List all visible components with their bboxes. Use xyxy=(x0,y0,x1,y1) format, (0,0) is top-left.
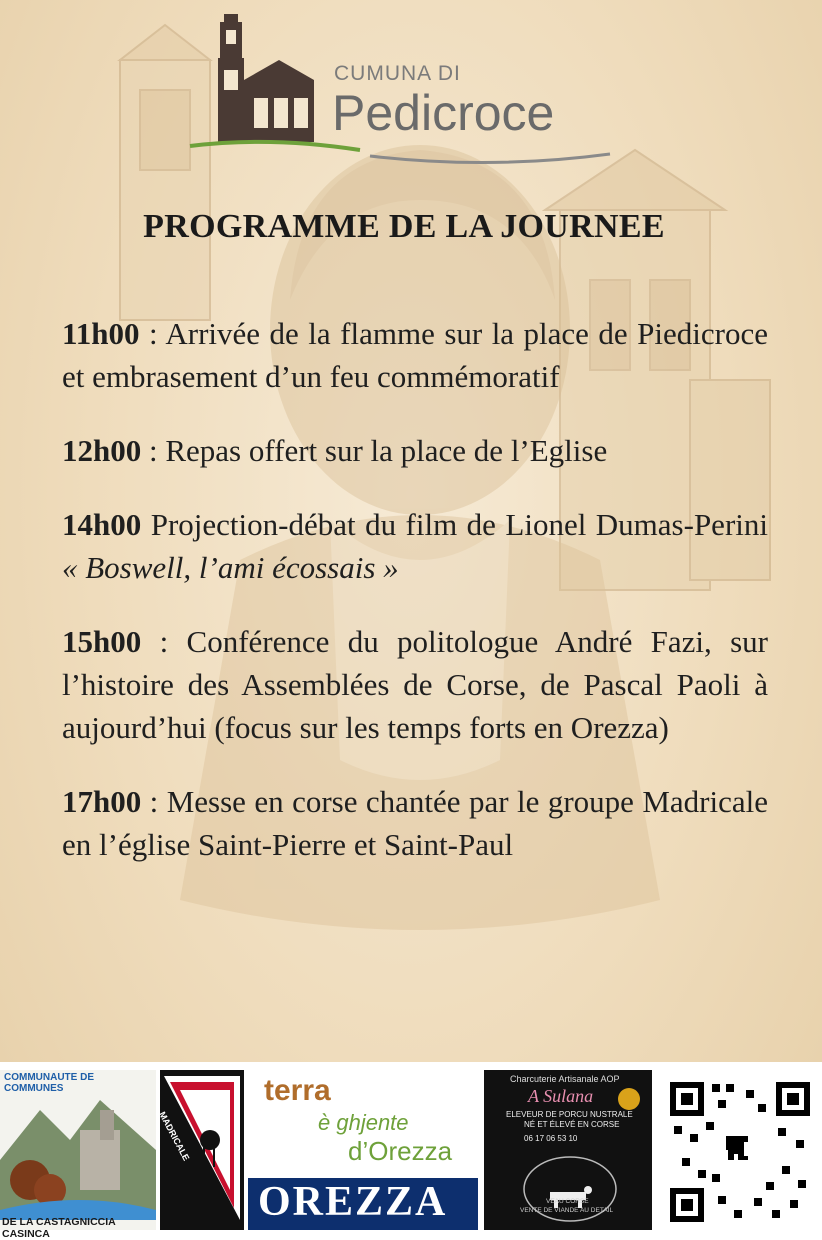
terra-line3: d’Orezza xyxy=(348,1136,453,1166)
qr-code[interactable] xyxy=(662,1070,818,1230)
program-item xyxy=(62,503,768,589)
terra-line2: è ghjente xyxy=(318,1110,409,1135)
sulana-phone: 06 17 06 53 10 xyxy=(524,1134,578,1143)
program-item xyxy=(62,780,768,866)
logo-name: Pedicroce xyxy=(332,85,555,141)
chestnut-village-icon xyxy=(0,1070,156,1230)
page-title: PROGRAMME DE LA JOURNEE xyxy=(143,208,665,245)
qr-code-icon[interactable] xyxy=(662,1070,818,1230)
sulana-bottom2: VENTE DE VIANDE AU DETAIL xyxy=(520,1207,614,1214)
program-text: Projection-débat du film de Lionel Dumas-Perini xyxy=(141,507,768,542)
program-time: 14h00 xyxy=(62,507,142,542)
orezza-brand: OREZZA xyxy=(258,1179,448,1225)
program-time: 17h00 xyxy=(62,784,142,819)
comcom-top-text: COMMUNAUTE DE COMMUNES xyxy=(4,1072,94,1094)
program-item xyxy=(62,429,768,472)
program-item xyxy=(62,620,768,749)
program-time: 11h00 xyxy=(62,316,140,351)
sulana-top-text: Charcuterie Artisanale AOP xyxy=(510,1074,620,1084)
sulana-line1: ELEVEUR DE PORCU NUSTRALE xyxy=(506,1110,633,1119)
sulana-line2: NÉ ET ÉLEVÉ EN CORSE xyxy=(524,1120,620,1129)
sponsor-sulana-logo xyxy=(484,1070,652,1230)
logo-subtitle: CUMUNA DI xyxy=(334,62,461,85)
comcom-bottom-text: DE LA CASTAGNICCIA CASINCA xyxy=(2,1216,116,1240)
sponsor-comcom-logo xyxy=(0,1070,156,1240)
program-text: : Arrivée de la flamme sur la place de Piedicroce et embrasement d’un feu commémoratif xyxy=(62,316,768,394)
program-time: 15h00 xyxy=(62,624,142,659)
terra-line1: terra xyxy=(264,1074,331,1107)
madricale-text: MADRICALE xyxy=(157,1110,192,1163)
sponsor-madricale-logo xyxy=(157,1070,244,1230)
program-text: : Conférence du politologue André Fazi, sur l’histoire des Assemblées de Corse, de Pascal Paoli à aujourd’hui (focus sur les temps forts en Orezza) xyxy=(62,624,768,745)
program-time: 12h00 xyxy=(62,433,142,468)
program-item xyxy=(62,312,768,398)
sulana-name: A Sulana xyxy=(528,1086,594,1106)
program-text: : Repas offert sur la place de l’Eglise xyxy=(141,433,608,468)
film-title: « Boswell, l’ami écossais » xyxy=(62,550,399,585)
sulana-bottom1: VEAU CORSE xyxy=(546,1198,589,1205)
aop-seal-icon xyxy=(618,1088,640,1110)
sponsor-strip xyxy=(0,1062,822,1240)
madricale-pennant-icon xyxy=(160,1070,244,1230)
program-text: : Messe en corse chantée par le groupe Madricale en l’église Saint-Pierre et Saint-Paul xyxy=(62,784,768,862)
sponsor-terra-orezza-logo xyxy=(248,1070,478,1230)
program-list xyxy=(62,312,768,894)
